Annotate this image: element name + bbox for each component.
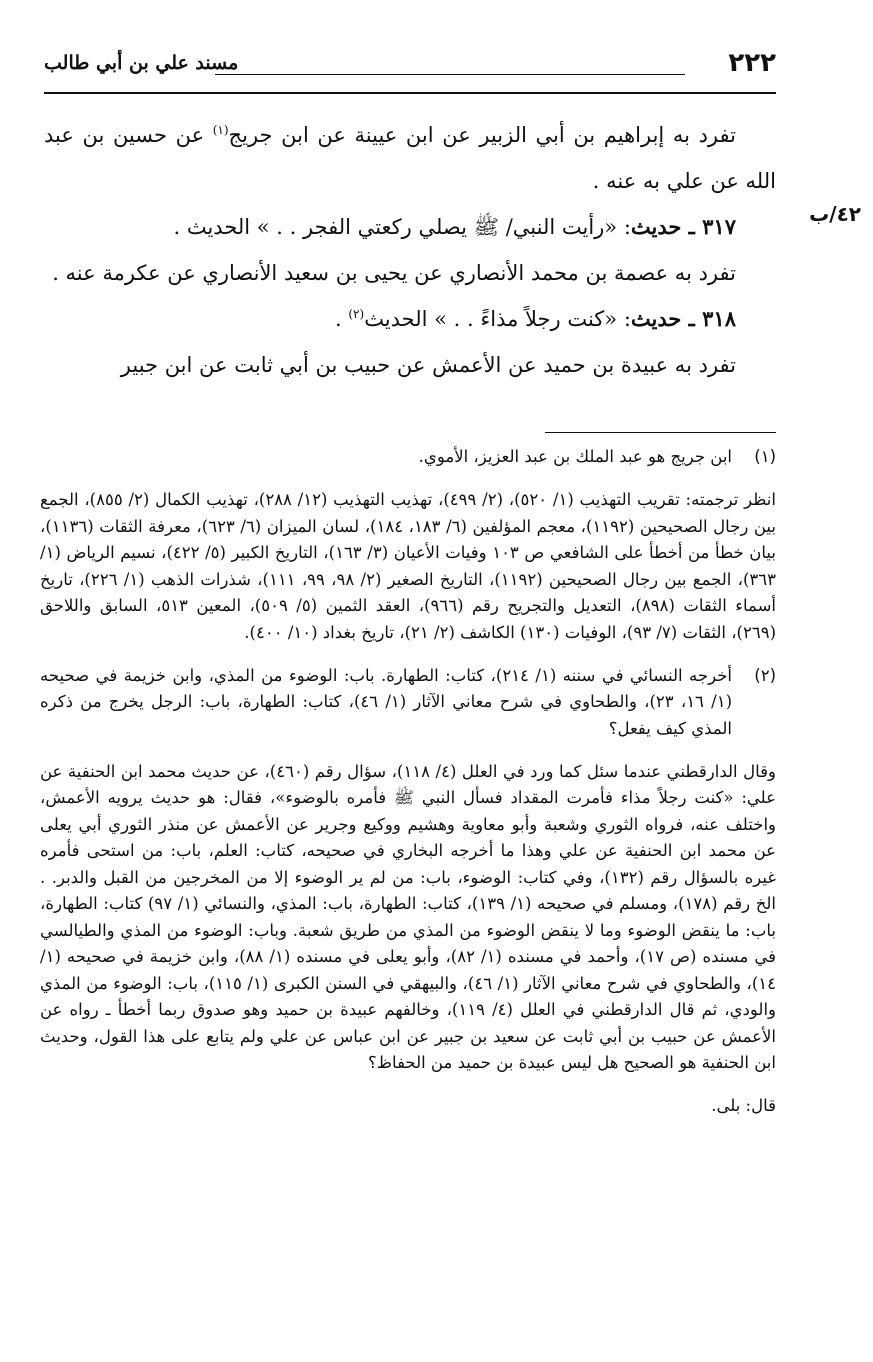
hadith-318-text: : «كنت رجلاً مذاءً . . » الحديث	[364, 307, 631, 331]
running-title: مسند علي بن أبي طالب	[44, 52, 239, 74]
paragraph-1-tail: عن حسين بن عبد الله عن علي به عنه .	[44, 123, 776, 193]
footnote-1-body-block	[40, 487, 776, 646]
page-header	[44, 48, 776, 88]
paragraph-1-text: تفرد به إبراهيم بن أبي الزبير عن ابن عيينة عن ابن جريج	[228, 123, 736, 147]
footnote-separator	[545, 432, 776, 433]
header-leader-line	[215, 74, 685, 75]
hadith-318	[44, 296, 776, 342]
footnote-2-body-block	[40, 759, 776, 1120]
footnote-1-line1: ابن جريج هو عبد الملك بن عبد العزيز، الأموي.	[418, 447, 732, 466]
hadith-317	[44, 204, 776, 250]
main-text	[44, 112, 776, 388]
paragraph-3: تفرد به عبيدة بن حميد عن الأعمش عن حبيب بن أبي ثابت عن ابن جبير	[120, 353, 736, 377]
footnote-2-para1: أخرجه النسائي في سننه (١/ ٢١٤)، كتاب: الطهارة. باب: الوضوء من المذي، وابن خزيمة في صحيحه (١/ ١٦، ٢٣)، والطحاوي في شرح معاني الآثار (١/ ٤٦)، كتاب: الطهارة، باب: الرجل يخرج من ذكره المذي كيف يفعل؟	[40, 665, 733, 738]
footnotes	[40, 444, 776, 1136]
footnote-1-body: انظر ترجمته: تقريب التهذيب (١/ ٥٢٠)، (٢/ ٤٩٩)، تهذيب التهذيب (١٢/ ٢٨٨)، تهذيب الكمال (٢/ ٨٥٥)، الجمع بين رجال الصحيحين (١١٩٢)، معجم المؤلفين (٦/ ١٨٣، ١٨٤)، لسان الميزان (٦/ ٦٢٣)، معرفة الثقات (١١٣٦)، بيان خطأ من أخطأ على الشافعي ص ١٠٣ وفيات الأعيان (٣/ ١٦٣)، التاريخ الكبير (٥/ ٤٢٢)، نسيم الرياض (١/ ٣٦٣)، الجمع بين رجال الصحيحين (١١٩٢)، التاريخ الصغير (٢/ ٩٨، ٩٩، ١١١)، شذرات الذهب (١/ ٢٢٦)، تاريخ أسماء الثقات (٨٩٨)، التعديل والتجريح رقم (٩٦٦)، العقد الثمين (٥/ ٥٠٩)، المعين ٥١٣، السابق واللاحق (٢٦٩)، الثقات (٧/ ٩٣)، الوفيات (١٣٠) الكاشف (٢/ ٢١)، تاريخ بغداد (١٠/ ٤٠٠).	[40, 490, 777, 642]
footnote-2-para3: قال: بلى.	[711, 1096, 776, 1115]
hadith-317-text: : «رأيت النبي/ ﷺ يصلي ركعتي الفجر . . » الحديث .	[173, 215, 631, 239]
footnote-2-para2: وقال الدارقطني عندما سئل كما ورد في العلل (٤/ ١١٨)، سؤال رقم (٤٦٠)، عن حديث محمد ابن الحنفية عن علي: «كنت رجلاً مذاء فأمرت المقداد فسأل النبي ﷺ فأمره بالوضوء»، فقال: هو حديث يرويه الأعمش، واختلف عنه، فرواه الثوري وشعبة وأبو معاوية وهشيم ووكيع وجرير عن الأعمش عن منذر الثوري أبي يعلى عن محمد ابن الحنفية عن علي وهذا ما أخرجه البخاري في صحيحه، كتاب: العلم، باب: من استحى فأمره غيره بالسؤال رقم (١٣٢)، وفي كتاب: الوضوء، باب: من لم ير الوضوء إلا من المخرجين من القبل والدبر. . الخ رقم (١٧٨)، ومسلم في صحيحه (١/ ١٣٩)، كتاب: الطهارة، باب: المذي، والنسائي (١/ ٩٧) كتاب: الطهارة، باب: ما ينقض الوضوء وما لا ينقض الوضوء من المذي من طريق شعبة. وباب: الوضوء من المذي والطيالسي في مسنده (ص ١٧)، وأحمد في مسنده (١/ ٨٢)، وأبو يعلى في مسنده (١/ ٨٨)، وابن خزيمة في صحيحه (١/ ١٤)، والطحاوي في شرح معاني الآثار (١/ ٤٦)، والبيهقي في السنن الكبرى (١/ ١١٥)، باب: الوضوء من المذي والودي، ثم قال الدارقطني في العلل (٤/ ١١٩)، وخالفهم عبيدة بن حميد وهو صدوق ربما أخطأ ـ رواه عن الأعمش عن حبيب بن أبي ثابت عن سعيد بن جبير عن ابن عباس عن علي ولم يتابع على هذا القول، وحديث ابن الحنفية هو الصحيح هل ليس عبيدة بن حميد من الحفاظ؟	[40, 761, 776, 1072]
footnote-1	[40, 444, 776, 471]
header-rule	[44, 92, 776, 94]
footnote-ref-1: (١)	[212, 123, 229, 137]
manuscript-folio-note: ٤٢/ب	[809, 202, 861, 226]
footnote-ref-2: (٢)	[348, 307, 365, 321]
paragraph-1	[44, 112, 776, 204]
hadith-318-end: .	[335, 307, 349, 331]
paragraph-2: تفرد به عصمة بن محمد الأنصاري عن يحيى بن سعيد الأنصاري عن عكرمة عنه .	[52, 261, 736, 285]
footnote-2-number: (٢)	[754, 665, 776, 685]
footnote-2	[40, 663, 776, 743]
footnote-1-number: (١)	[754, 447, 776, 466]
hadith-317-number: ٣١٧ ـ حديث	[630, 214, 736, 239]
hadith-318-number: ٣١٨ ـ حديث	[630, 306, 736, 331]
page-number: ٢٢٢	[728, 48, 776, 78]
